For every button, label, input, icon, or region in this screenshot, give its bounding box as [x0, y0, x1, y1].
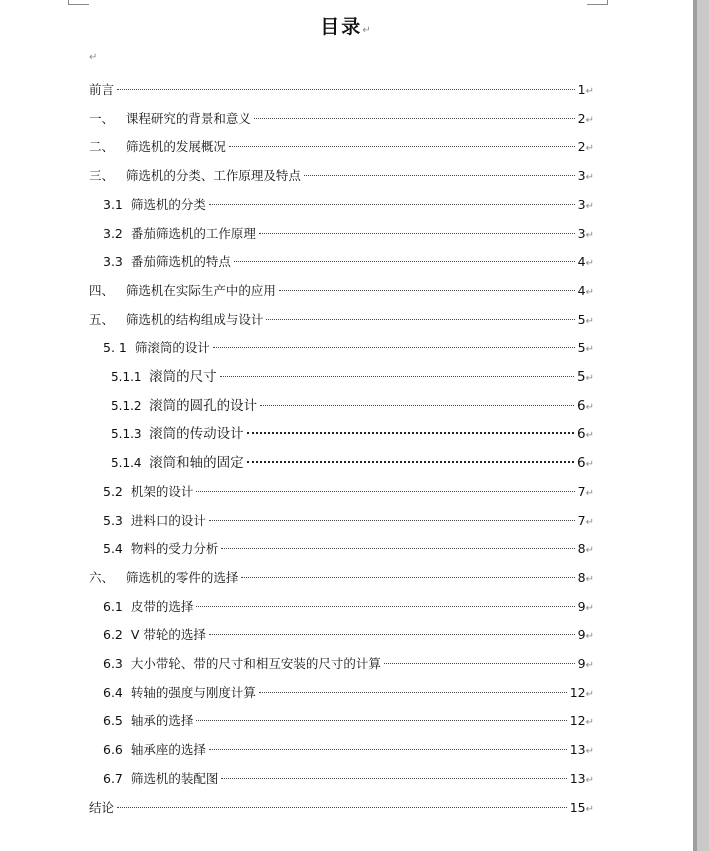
toc-dot-leader	[221, 778, 566, 779]
paragraph-mark-icon: ↵	[585, 286, 594, 298]
toc-dot-leader	[117, 89, 575, 90]
toc-entry[interactable]	[103, 769, 594, 789]
toc-entry[interactable]	[89, 80, 594, 100]
toc-dot-leader	[209, 204, 575, 205]
toc-dot-leader	[234, 261, 575, 262]
paragraph-mark-icon: ↵	[362, 25, 373, 36]
toc-dot-leader	[213, 347, 575, 348]
toc-entry-title: 筛选机的分类	[130, 196, 206, 212]
toc-entry[interactable]	[103, 683, 594, 703]
toc-entry-page: 2	[577, 139, 586, 155]
toc-entry-number: 5.4	[103, 541, 131, 557]
toc-entry-page: 13	[569, 770, 586, 786]
toc-entry-title: 转轴的强度与刚度计算	[130, 684, 256, 700]
toc-entry[interactable]	[103, 224, 594, 244]
toc-entry-page: 9	[577, 627, 586, 643]
toc-entry[interactable]	[89, 166, 594, 186]
paragraph-mark-icon: ↵	[585, 487, 594, 499]
toc-dot-leader	[221, 548, 574, 549]
toc-entry-title: 筛选机的零件的选择	[125, 569, 239, 585]
paragraph-mark-icon: ↵	[585, 344, 594, 356]
toc-entry-page: 3	[577, 196, 586, 212]
margin-corner-mark	[587, 0, 608, 5]
toc-entry[interactable]	[111, 367, 594, 387]
toc-entry-title: 滚筒的尺寸	[149, 369, 217, 385]
toc-entry[interactable]	[103, 252, 594, 272]
toc-entry[interactable]	[111, 424, 594, 444]
toc-entry-page: 6	[577, 397, 586, 414]
toc-entry-number: 5.3	[103, 512, 131, 528]
paragraph-mark-icon: ↵	[585, 430, 594, 442]
toc-dot-leader	[384, 663, 575, 664]
toc-entry-number: 6.4	[103, 684, 131, 700]
toc-entry-number: 六、	[89, 569, 126, 585]
toc-entry[interactable]	[103, 740, 594, 760]
paragraph-mark-icon: ↵	[585, 143, 594, 155]
toc-entry[interactable]	[89, 281, 594, 301]
toc-entry-page: 5	[577, 340, 586, 356]
toc-entry-page: 1	[577, 82, 586, 97]
toc-entry[interactable]	[103, 338, 594, 358]
toc-entry-number: 5.1.4	[111, 456, 150, 471]
paragraph-mark-icon: ↵	[585, 774, 594, 786]
toc-entry-page: 12	[569, 684, 586, 700]
paragraph-mark-icon: ↵	[585, 229, 594, 241]
paragraph-mark-icon: ↵	[585, 459, 594, 471]
toc-entry-page: 4	[577, 282, 586, 298]
margin-corner-mark	[68, 0, 89, 5]
toc-entry-title: 皮带的选择	[130, 598, 194, 614]
toc-entry-page: 4	[577, 254, 586, 270]
paragraph-mark-icon: ↵	[585, 86, 594, 97]
toc-entry-title: 机架的设计	[130, 483, 194, 499]
toc-dot-leader	[196, 720, 566, 721]
toc-entry-page: 15	[569, 799, 586, 815]
toc-entry-page: 7	[577, 512, 586, 528]
toc-entry[interactable]	[111, 453, 594, 473]
toc-entry-number: 5.1.1	[111, 370, 150, 384]
toc-entry-number: 五、	[89, 311, 126, 327]
toc-entry-title: 滚筒的圆孔的设计	[149, 397, 258, 414]
toc-entry-title: 番茄筛选机的工作原理	[130, 225, 256, 241]
toc-entry-title: 课程研究的背景和意义	[125, 110, 251, 126]
paragraph-mark-icon: ↵	[585, 258, 594, 270]
toc-dot-leader	[196, 491, 574, 492]
paragraph-mark-icon: ↵	[585, 516, 594, 528]
paragraph-mark-icon: ↵	[585, 545, 594, 557]
toc-entry-title: 筛选机的结构组成与设计	[125, 311, 264, 327]
toc-dot-leader	[241, 577, 574, 578]
toc-entry-page: 2	[577, 110, 586, 126]
toc-entry[interactable]	[103, 195, 594, 215]
paragraph-mark-icon: ↵	[585, 401, 594, 413]
paragraph-mark-icon: ↵	[585, 803, 594, 815]
toc-entry-number: 3.1	[103, 196, 131, 212]
toc-dot-leader	[279, 290, 575, 291]
toc-entry-title: 轴承座的选择	[130, 742, 206, 758]
toc-entry-page: 5	[577, 369, 586, 385]
toc-entry-number: 6.5	[103, 713, 131, 729]
toc-entry[interactable]	[111, 396, 594, 416]
paragraph-mark-icon: ↵	[585, 717, 594, 729]
paragraph-mark-icon: ↵	[585, 573, 594, 585]
toc-dot-leader	[196, 606, 574, 607]
toc-entry-page: 9	[577, 598, 586, 614]
toc-entry[interactable]	[103, 482, 594, 502]
toc-entry-title: 物料的受力分析	[130, 541, 219, 557]
toc-entry-page: 8	[577, 569, 586, 585]
toc-dot-leader	[220, 376, 574, 377]
toc-entry-page: 6	[577, 426, 586, 443]
toc-entry-number: 三、	[89, 168, 126, 184]
toc-dot-leader	[247, 432, 574, 434]
toc-entry[interactable]	[89, 568, 594, 588]
toc-dot-leader	[209, 634, 575, 635]
toc-entry[interactable]	[89, 109, 594, 129]
toc-entry-number: 5.1.3	[111, 427, 150, 442]
toc-entry-number: 6.6	[103, 742, 131, 758]
toc-dot-leader	[266, 319, 574, 320]
toc-entry-title: 前言	[89, 82, 115, 97]
toc-dot-leader	[259, 233, 575, 234]
toc-entry[interactable]	[103, 654, 594, 674]
toc-entry-number: 四、	[89, 282, 126, 298]
toc-dot-leader	[304, 175, 575, 176]
toc-entry-title: 滚筒和轴的固定	[149, 455, 244, 472]
toc-entry-number: 一、	[89, 110, 126, 126]
toc-entry-title: V 带轮的选择	[130, 627, 206, 643]
toc-entry[interactable]	[89, 137, 594, 157]
paragraph-mark-icon: ↵	[585, 172, 594, 184]
toc-entry-number: 3.2	[103, 225, 131, 241]
toc-entry-page: 6	[577, 455, 586, 472]
toc-entry-page: 12	[569, 713, 586, 729]
toc-entry-title: 筛选机的装配图	[130, 770, 219, 786]
paragraph-mark-icon: ↵	[585, 688, 594, 700]
toc-entry-number: 二、	[89, 139, 126, 155]
toc-entry-number: 5.1.2	[111, 398, 150, 413]
toc-entry-title: 结论	[89, 799, 115, 815]
toc-entry-number: 6.3	[103, 656, 131, 671]
paragraph-mark-icon: ↵	[89, 52, 98, 63]
toc-entry-page: 13	[569, 742, 586, 758]
toc-entry[interactable]	[89, 798, 594, 818]
paragraph-mark-icon: ↵	[585, 631, 594, 643]
toc-entry-number: 6.7	[103, 770, 131, 786]
toc-entry[interactable]	[103, 597, 594, 617]
toc-entry[interactable]	[103, 511, 594, 531]
toc-entry-page: 7	[577, 483, 586, 499]
toc-dot-leader	[259, 692, 567, 693]
toc-entry-title: 筛滚筒的设计	[134, 340, 210, 356]
toc-entry-page: 9	[577, 656, 586, 671]
toc-dot-leader	[260, 405, 574, 406]
toc-dot-leader	[254, 118, 575, 119]
toc-entry-number: 5. 1	[103, 340, 135, 356]
toc-entry-number: 5.2	[103, 483, 131, 499]
toc-dot-leader	[117, 807, 567, 808]
toc-entry-title: 筛选机的分类、工作原理及特点	[125, 168, 301, 184]
toc-entry-title: 筛选机在实际生产中的应用	[125, 282, 276, 298]
paragraph-mark-icon: ↵	[585, 602, 594, 614]
toc-dot-leader	[209, 749, 567, 750]
toc-entry-page: 3	[577, 225, 586, 241]
toc-entry[interactable]	[89, 310, 594, 330]
toc-entry-number: 6.2	[103, 627, 131, 643]
toc-entry-title: 番茄筛选机的特点	[130, 254, 231, 270]
toc-entry[interactable]	[103, 711, 594, 731]
toc-entry-title: 进料口的设计	[130, 512, 206, 528]
paragraph-mark-icon: ↵	[585, 315, 594, 327]
page-title: 目录↵	[320, 16, 373, 38]
toc-entry-number: 3.3	[103, 254, 131, 270]
page-gutter	[693, 0, 709, 851]
toc-entry-title: 轴承的选择	[130, 713, 194, 729]
paragraph-mark-icon: ↵	[585, 660, 594, 671]
paragraph-mark-icon: ↵	[585, 114, 594, 126]
toc-entry[interactable]	[103, 539, 594, 559]
toc-entry-title: 筛选机的发展概况	[125, 139, 226, 155]
toc-entry-title: 大小带轮、带的尺寸和相互安装的尺寸的计算	[130, 656, 381, 671]
toc-entry-title: 滚筒的传动设计	[149, 426, 244, 443]
toc-dot-leader	[209, 520, 575, 521]
toc-entry-number: 6.1	[103, 598, 131, 614]
toc-entry-page: 8	[577, 541, 586, 557]
toc-entry[interactable]	[103, 625, 594, 645]
toc-dot-leader	[229, 146, 575, 147]
toc-entry-page: 5	[577, 311, 586, 327]
paragraph-mark-icon: ↵	[585, 200, 594, 212]
toc-entry-page: 3	[577, 168, 586, 184]
paragraph-mark-icon: ↵	[585, 746, 594, 758]
toc-dot-leader	[247, 461, 574, 463]
paragraph-mark-icon: ↵	[585, 373, 594, 384]
